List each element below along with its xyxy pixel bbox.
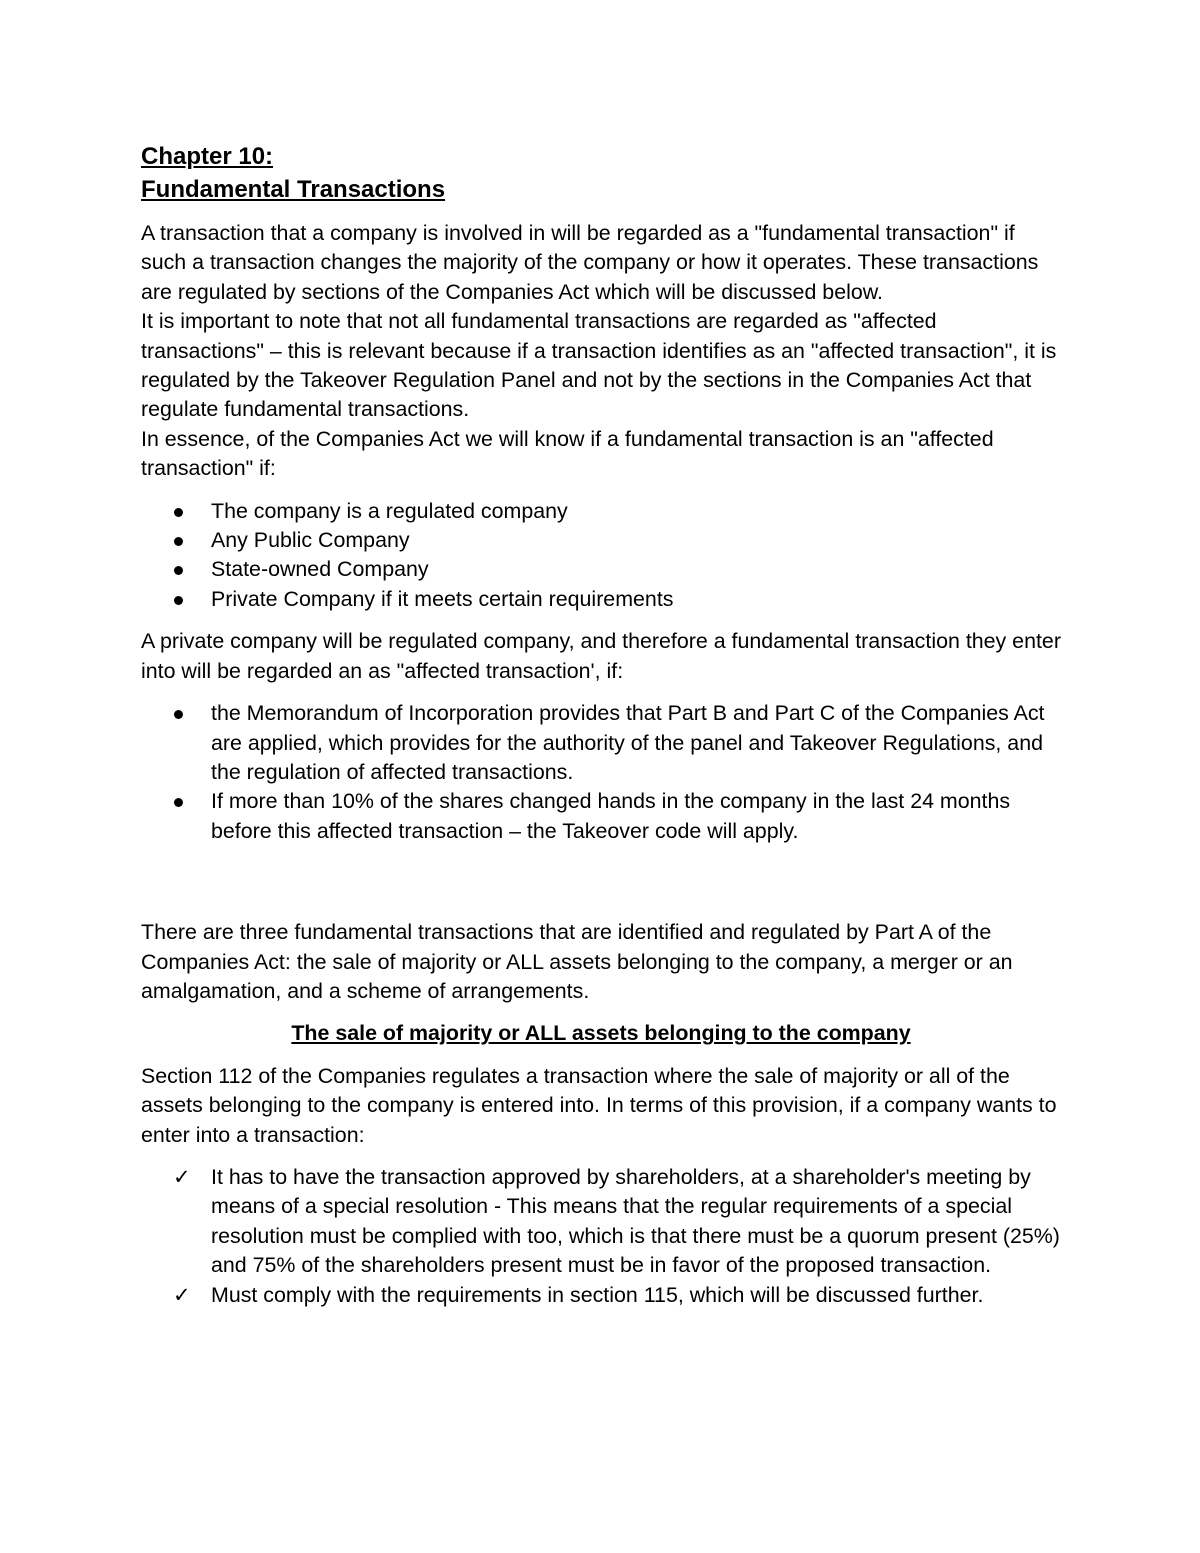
list-item: Private Company if it meets certain requirements <box>141 585 1061 614</box>
bullet-icon <box>174 710 183 719</box>
intro-paragraph-1: A transaction that a company is involved in will be regarded as a "fundamental transaction" if such a transaction changes the majority of the company or how it operates. These transactions are regulated by sections of the Companies Act which will be discussed below. <box>141 221 1039 304</box>
bullet-icon <box>174 596 183 605</box>
bullet-icon <box>174 537 183 546</box>
section-112-paragraph: Section 112 of the Companies regulates a transaction where the sale of majority or all of the assets belonging to the company is entered into. In terms of this provision, if a company wants to enter into a transaction: <box>141 1063 1057 1147</box>
list-item: State-owned Company <box>141 555 1061 584</box>
intro-paragraph-3: In essence, of the Companies Act we will know if a fundamental transaction is an "affected transaction" if: <box>141 426 994 481</box>
list-item: the Memorandum of Incorporation provides that Part B and Part C of the Companies Act are applied, which provides for the authority of the panel and Takeover Regulations, and the regulation of affected transactions. <box>141 699 1061 787</box>
document-page <box>141 140 1061 1323</box>
requirements-check-list <box>141 1163 1061 1310</box>
three-transactions-paragraph: There are three fundamental transactions that are identified and regulated by Part A of the Companies Act: the sale of majority or ALL assets belonging to the company, a merger or an amalgamation, and a scheme of arrangements. <box>141 920 1013 1003</box>
affected-transaction-list <box>141 497 1061 615</box>
chapter-title: Chapter 10: <box>141 143 274 170</box>
list-item: If more than 10% of the shares changed hands in the company in the last 24 months before this affected transaction – the Takeover code will apply. <box>141 787 1061 846</box>
section-heading: The sale of majority or ALL assets belonging to the company <box>291 1021 911 1046</box>
private-company-paragraph: A private company will be regulated company, and therefore a fundamental transaction they enter into will be regarded an as "affected transaction', if: <box>141 629 1061 683</box>
checkmark-icon: ✓ <box>173 1164 191 1189</box>
checkmark-icon: ✓ <box>173 1282 191 1307</box>
list-item: The company is a regulated company <box>141 497 1061 526</box>
intro-paragraph-2: It is important to note that not all fundamental transactions are regarded as "affected transactions" – this is relevant because if a transaction identifies as an "affected transaction", it is regulated by the Takeover Regulation Panel and not by the sections in the Companies Act that regulate fundamental transactions. <box>141 309 1057 422</box>
list-item: Any Public Company <box>141 526 1061 555</box>
blank-space <box>141 859 1061 918</box>
bullet-icon <box>174 566 183 575</box>
bullet-icon <box>174 508 183 517</box>
list-item: ✓ Must comply with the requirements in section 115, which will be discussed further. <box>141 1281 1061 1310</box>
private-company-list <box>141 699 1061 846</box>
chapter-subtitle: Fundamental Transactions <box>141 176 446 203</box>
list-item: ✓ It has to have the transaction approved by shareholders, at a shareholder's meeting by means of a special resolution - This means that the regular requirements of a special resolution must be complied with too, which is that there must be a quorum present (25%) and 75% of the shareholders present must be in favor of the proposed transaction. <box>173 1164 1060 1278</box>
bullet-icon <box>174 798 183 807</box>
